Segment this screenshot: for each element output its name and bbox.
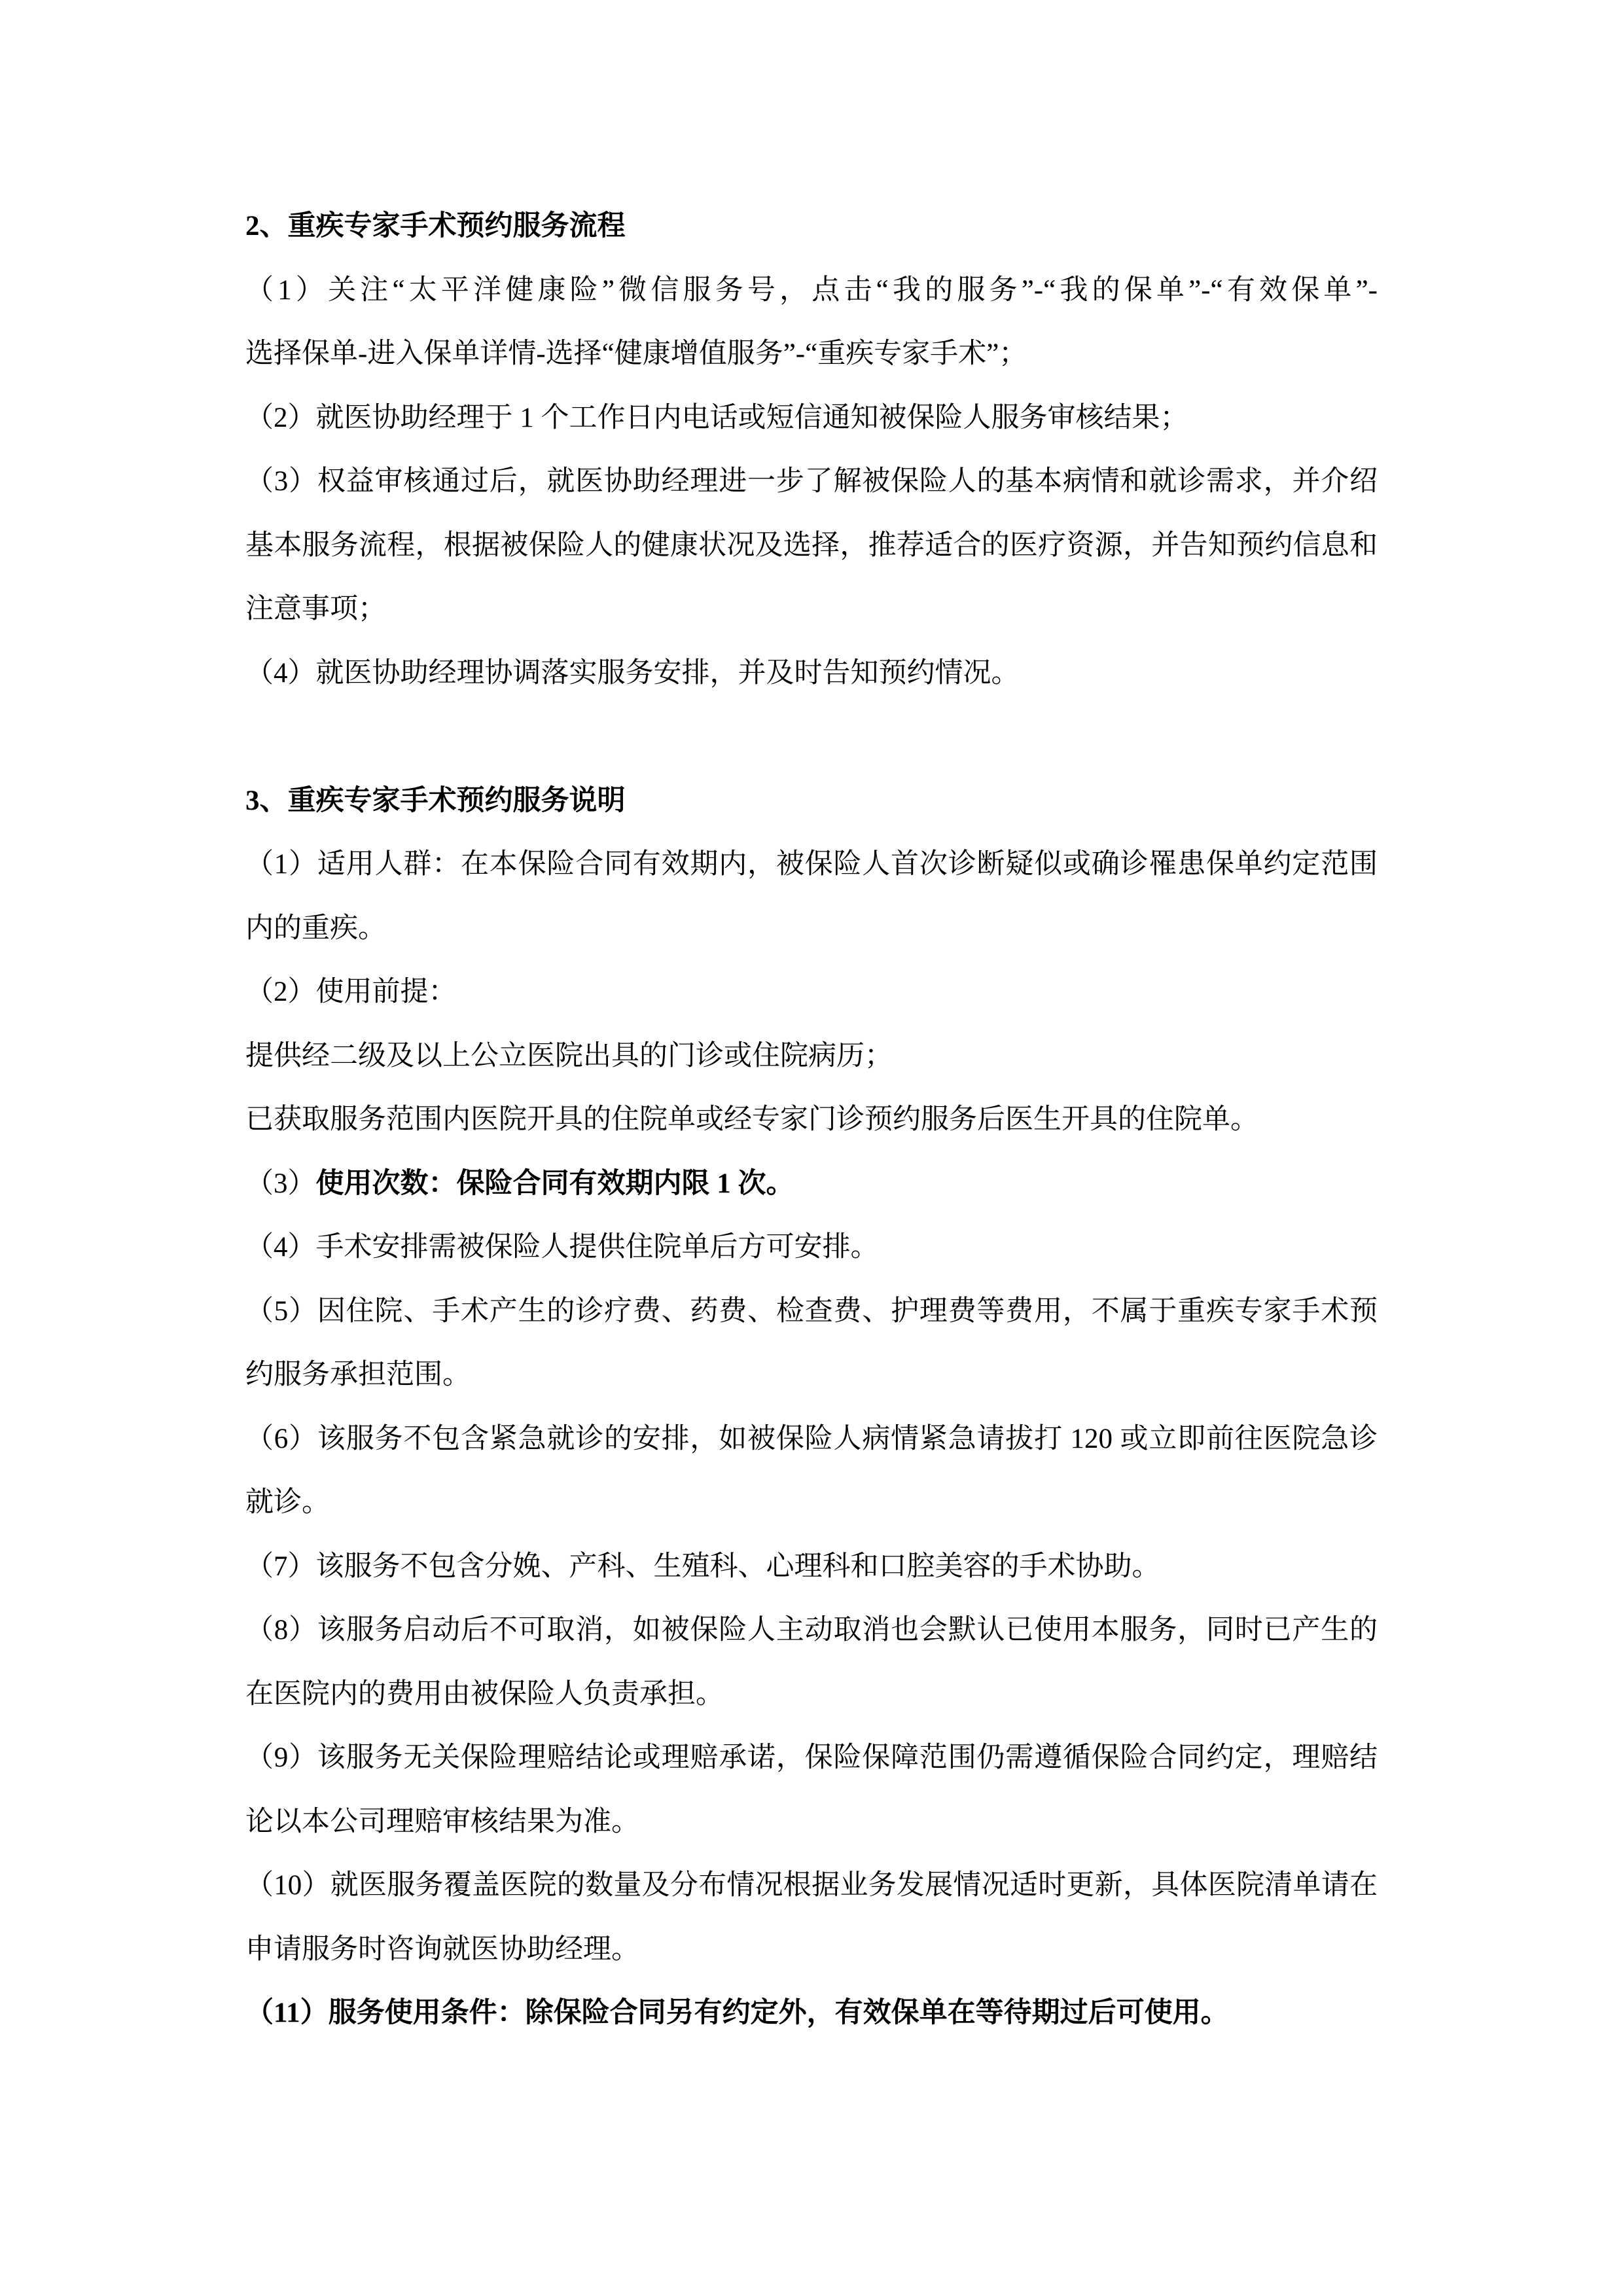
- section-2-heading: 2、重疾专家手术预约服务流程: [245, 211, 626, 242]
- text-line-usage-count: [245, 1152, 1378, 1216]
- text-line: （9）该服务无关保险理赔结论或理赔承诺，保险保障范围仍需遵循保险合同约定，理赔结: [245, 1742, 1378, 1773]
- text-line: （1）适用人群：在本保险合同有效期内，被保险人首次诊断疑似或确诊罹患保单约定范围: [245, 849, 1378, 880]
- usage-count-emphasis: 使用次数：保险合同有效期内限 1 次。: [315, 1168, 794, 1199]
- document-page: [245, 194, 1378, 2045]
- text-line: 在医院内的费用由被保险人负责承担。: [245, 1678, 724, 1710]
- text-line: （5）因住院、手术产生的诊疗费、药费、检查费、护理费等费用，不属于重疾专家手术预: [245, 1295, 1378, 1327]
- text-line: （2）就医协助经理于 1 个工作日内电话或短信通知被保险人服务审核结果；: [245, 402, 1188, 433]
- text-line: 申请服务时咨询就医协助经理。: [245, 1933, 639, 1965]
- text-line: 提供经二级及以上公立医院出具的门诊或住院病历；: [245, 1040, 893, 1071]
- text-line: 就诊。: [245, 1487, 330, 1518]
- text-line: （7）该服务不包含分娩、产科、生殖科、心理科和口腔美容的手术协助。: [245, 1551, 1160, 1582]
- text-line: 内的重疾。: [245, 912, 386, 944]
- text-line: （1）关注“太平洋健康险”微信服务号，点击“我的服务”-“我的保单”-“有效保单”-: [245, 274, 1378, 306]
- text-line: 论以本公司理赔审核结果为准。: [245, 1806, 639, 1837]
- text-line-usage-condition: （11）服务使用条件：除保险合同另有约定外，有效保单在等待期过后可使用。: [245, 1998, 1229, 2028]
- text-line: （10）就医服务覆盖医院的数量及分布情况根据业务发展情况适时更新，具体医院清单请在: [245, 1870, 1378, 1901]
- text-line: （4）就医协助经理协调落实服务安排，并及时告知预约情况。: [245, 657, 1020, 689]
- text-line: （2）使用前提：: [245, 977, 457, 1007]
- text-line: 基本服务流程，根据被保险人的健康状况及选择，推荐适合的医疗资源，并告知预约信息和: [245, 529, 1378, 561]
- blank-line: [245, 705, 1378, 769]
- text-line: （4）手术安排需被保险人提供住院单后方可安排。: [245, 1232, 879, 1263]
- text-line: （3）权益审核通过后，就医协助经理进一步了解被保险人的基本病情和就诊需求，并介绍: [245, 466, 1378, 497]
- text-line: 约服务承担范围。: [245, 1359, 471, 1390]
- text-line: （6）该服务不包含紧急就诊的安排，如被保险人病情紧急请拔打 120 或立即前往医院急诊: [245, 1423, 1378, 1454]
- text-line: 选择保单-进入保单详情-选择“健康增值服务”-“重疾专家手术”；: [245, 338, 1027, 369]
- section-3-heading: 3、重疾专家手术预约服务说明: [245, 785, 626, 816]
- text-line: （8）该服务启动后不可取消，如被保险人主动取消也会默认已使用本服务，同时已产生的: [245, 1615, 1378, 1645]
- item-number-prefix: （3）: [245, 1168, 316, 1199]
- text-line: 注意事项；: [245, 594, 386, 624]
- text-line: 已获取服务范围内医院开具的住院单或经专家门诊预约服务后医生开具的住院单。: [245, 1104, 1258, 1135]
